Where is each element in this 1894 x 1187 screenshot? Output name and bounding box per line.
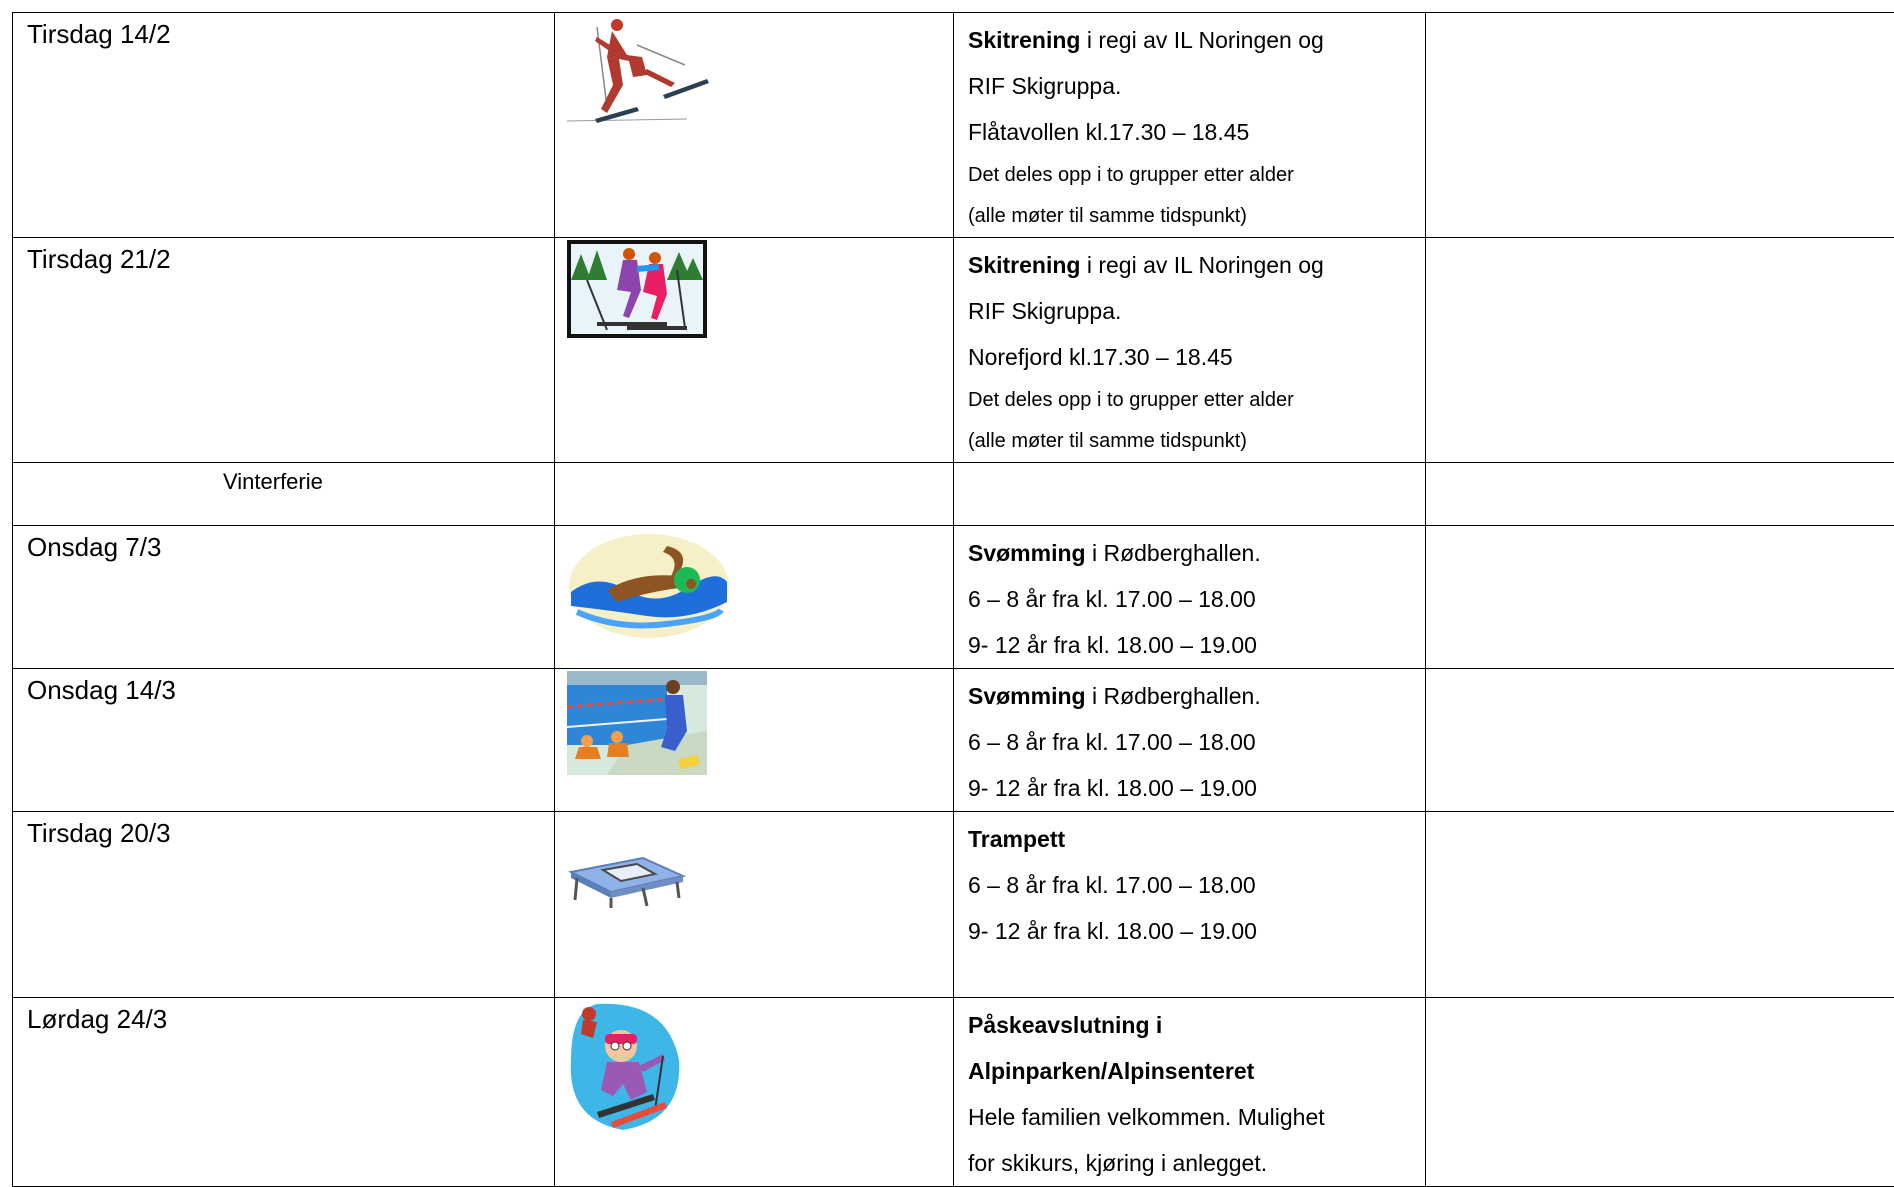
day-label: Onsdag 7/3 bbox=[13, 526, 554, 562]
table-row bbox=[13, 669, 1894, 812]
description-line: Det deles opp i to grupper etter alder bbox=[968, 155, 1425, 196]
table-row bbox=[13, 526, 1894, 669]
empty-cell bbox=[1426, 998, 1894, 1187]
day-cell bbox=[13, 998, 555, 1187]
description-line: Skitrening i regi av IL Noringen og bbox=[968, 242, 1425, 288]
description-cell bbox=[954, 812, 1426, 998]
day-label: Lørdag 24/3 bbox=[13, 998, 554, 1034]
activity-schedule-table bbox=[12, 12, 1894, 1187]
day-cell bbox=[13, 526, 555, 669]
trampoline-icon bbox=[567, 836, 687, 910]
image-cell bbox=[555, 238, 954, 463]
table-row bbox=[13, 812, 1894, 998]
description-line: Det deles opp i to grupper etter alder bbox=[968, 380, 1425, 421]
winter-break-label: Vinterferie bbox=[13, 463, 554, 495]
description-line: RIF Skigruppa. bbox=[968, 288, 1425, 334]
image-cell bbox=[555, 526, 954, 669]
description-cell bbox=[954, 526, 1426, 669]
description-line: (alle møter til samme tidspunkt) bbox=[968, 421, 1425, 462]
day-cell bbox=[13, 463, 555, 526]
description-cell bbox=[954, 13, 1426, 238]
description-line: 9- 12 år fra kl. 18.00 – 19.00 bbox=[968, 908, 1425, 954]
image-cell bbox=[555, 463, 954, 526]
description-line: RIF Skigruppa. bbox=[968, 63, 1425, 109]
day-cell bbox=[13, 13, 555, 238]
description-line: 6 – 8 år fra kl. 17.00 – 18.00 bbox=[968, 576, 1425, 622]
description-line: Hele familien velkommen. Mulighet bbox=[968, 1094, 1425, 1140]
empty-cell bbox=[1426, 463, 1894, 526]
description-line: 9- 12 år fra kl. 18.00 – 19.00 bbox=[968, 622, 1425, 668]
description-line: 6 – 8 år fra kl. 17.00 – 18.00 bbox=[968, 862, 1425, 908]
description-line: Trampett bbox=[968, 816, 1425, 862]
swimmer-icon bbox=[567, 532, 731, 640]
description-line: Norefjord kl.17.30 – 18.45 bbox=[968, 334, 1425, 380]
empty-cell bbox=[1426, 13, 1894, 238]
description-cell bbox=[954, 998, 1426, 1187]
day-cell bbox=[13, 812, 555, 998]
image-cell bbox=[555, 998, 954, 1187]
image-cell bbox=[555, 13, 954, 238]
image-cell bbox=[555, 669, 954, 812]
description-cell bbox=[954, 463, 1426, 526]
cross-country-skier-icon bbox=[567, 15, 717, 125]
two-skiers-icon bbox=[567, 240, 707, 338]
description-line: Skitrening i regi av IL Noringen og bbox=[968, 17, 1425, 63]
description-cell bbox=[954, 238, 1426, 463]
description-line: Alpinparken/Alpinsenteret bbox=[968, 1048, 1425, 1094]
table-row bbox=[13, 13, 1894, 238]
description-line: for skikurs, kjøring i anlegget. bbox=[968, 1140, 1425, 1186]
empty-cell bbox=[1426, 526, 1894, 669]
table-row bbox=[13, 463, 1894, 526]
day-label: Tirsdag 20/3 bbox=[13, 812, 554, 848]
day-label: Tirsdag 21/2 bbox=[13, 238, 554, 274]
description-line: 6 – 8 år fra kl. 17.00 – 18.00 bbox=[968, 719, 1425, 765]
description-line: Flåtavollen kl.17.30 – 18.45 bbox=[968, 109, 1425, 155]
day-cell bbox=[13, 238, 555, 463]
alpine-skier-icon bbox=[567, 1000, 683, 1134]
day-label: Onsdag 14/3 bbox=[13, 669, 554, 705]
description-cell bbox=[954, 669, 1426, 812]
empty-cell bbox=[1426, 812, 1894, 998]
description-line: (alle møter til samme tidspunkt) bbox=[968, 196, 1425, 237]
description-line: Svømming i Rødberghallen. bbox=[968, 673, 1425, 719]
table-row bbox=[13, 998, 1894, 1187]
image-cell bbox=[555, 812, 954, 998]
empty-cell bbox=[1426, 669, 1894, 812]
empty-cell bbox=[1426, 238, 1894, 463]
day-label: Tirsdag 14/2 bbox=[13, 13, 554, 49]
swimming-pool-icon bbox=[567, 671, 707, 775]
description-line: 9- 12 år fra kl. 18.00 – 19.00 bbox=[968, 765, 1425, 811]
description-line: Påskeavslutning i bbox=[968, 1002, 1425, 1048]
table-row bbox=[13, 238, 1894, 463]
day-cell bbox=[13, 669, 555, 812]
description-line: Svømming i Rødberghallen. bbox=[968, 530, 1425, 576]
